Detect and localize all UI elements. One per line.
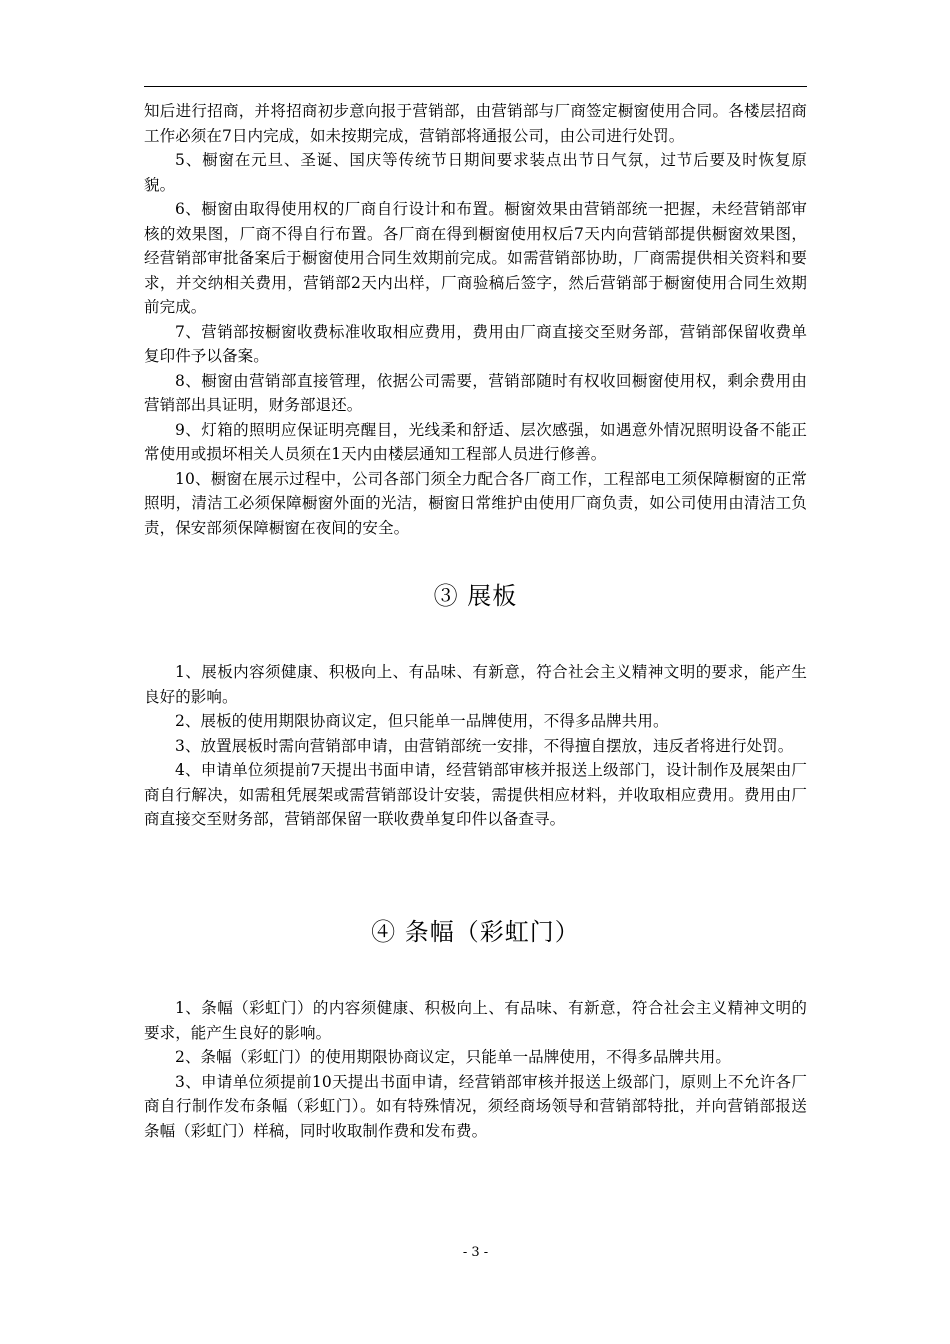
section-heading-display-board: ③ 展板 xyxy=(433,582,518,610)
paragraph: 7、营销部按橱窗收费标准收取相应费用，费用由厂商直接交至财务部，营销部保留收费单复印件予以备案。 xyxy=(144,322,807,365)
paragraph: 1、条幅（彩虹门）的内容须健康、积极向上、有品味、有新意，符合社会主义精神文明的要求，能产生良好的影响。 xyxy=(144,999,807,1042)
paragraph: 3、申请单位须提前10天提出书面申请，经营销部审核并报送上级部门，原则上不允许各厂商自行制作发布条幅（彩虹门）。如有特殊情况，须经商场领导和营销部特批，并向营销部报送条幅（彩虹门）样稿，同时收取制作费和发布费。 xyxy=(144,1072,807,1140)
section-banner xyxy=(144,996,807,1143)
paragraph: 9、灯箱的照明应保证明亮醒目，光线柔和舒适、层次感强，如遇意外情况照明设备不能正常使用或损坏相关人员须在1天内由楼层通知工程部人员进行修善。 xyxy=(144,420,807,463)
paragraph: 5、橱窗在元旦、圣诞、国庆等传统节日期间要求装点出节日气氛，过节后要及时恢复原貌。 xyxy=(144,151,807,194)
paragraph: 3、放置展板时需向营销部申请，由营销部统一安排，不得擅自摆放，违反者将进行处罚。 xyxy=(175,736,794,755)
page-number: - 3 - xyxy=(462,1245,489,1260)
paragraph: 2、条幅（彩虹门）的使用期限协商议定，只能单一品牌使用，不得多品牌共用。 xyxy=(175,1048,731,1066)
paragraph: 2、展板的使用期限协商议定，但只能单一品牌使用，不得多品牌共用。 xyxy=(175,712,669,730)
paragraph: 知后进行招商，并将招商初步意向报于营销部，由营销部与厂商签定橱窗使用合同。各楼层招商工作必须在7日内完成，如未按期完成，营销部将通报公司，由公司进行处罚。 xyxy=(144,102,807,145)
header-rule xyxy=(144,86,807,87)
section-shop-window-rules xyxy=(144,99,807,540)
paragraph: 10、橱窗在展示过程中，公司各部门须全力配合各厂商工作，工程部电工须保障橱窗的正常照明，清洁工必须保障橱窗外面的光洁，橱窗日常维护由使用厂商负责，如公司使用由清洁工负责，保安部须保障橱窗在夜间的安全。 xyxy=(144,469,807,537)
paragraph: 4、申请单位须提前7天提出书面申请，经营销部审核并报送上级部门，设计制作及展架由厂商自行解决，如需租凭展架或需营销部设计安装，需提供相应材料，并收取相应费用。费用由厂商直接交至财务部，营销部保留一联收费单复印件以备查寻。 xyxy=(144,761,807,828)
section-display-board xyxy=(144,660,807,832)
paragraph: 8、橱窗由营销部直接管理，依据公司需要，营销部随时有权收回橱窗使用权，剩余费用由营销部出具证明，财务部退还。 xyxy=(144,371,807,414)
section-heading-banner: ④ 条幅（彩虹门） xyxy=(371,918,580,946)
paragraph: 6、橱窗由取得使用权的厂商自行设计和布置。橱窗效果由营销部统一把握，未经营销部审核的效果图，厂商不得自行布置。各厂商在得到橱窗使用权后7天内向营销部提供橱窗效果图，经营销部审批备案后于橱窗使用合同生效期前完成。如需营销部协助，厂商需提供相关资料和要求，并交纳相关费用，营销部2天内出样，厂商验稿后签字，然后营销部于橱窗使用合同生效期前完成。 xyxy=(144,200,807,316)
paragraph: 1、展板内容须健康、积极向上、有品味、有新意，符合社会主义精神文明的要求，能产生良好的影响。 xyxy=(144,663,807,706)
